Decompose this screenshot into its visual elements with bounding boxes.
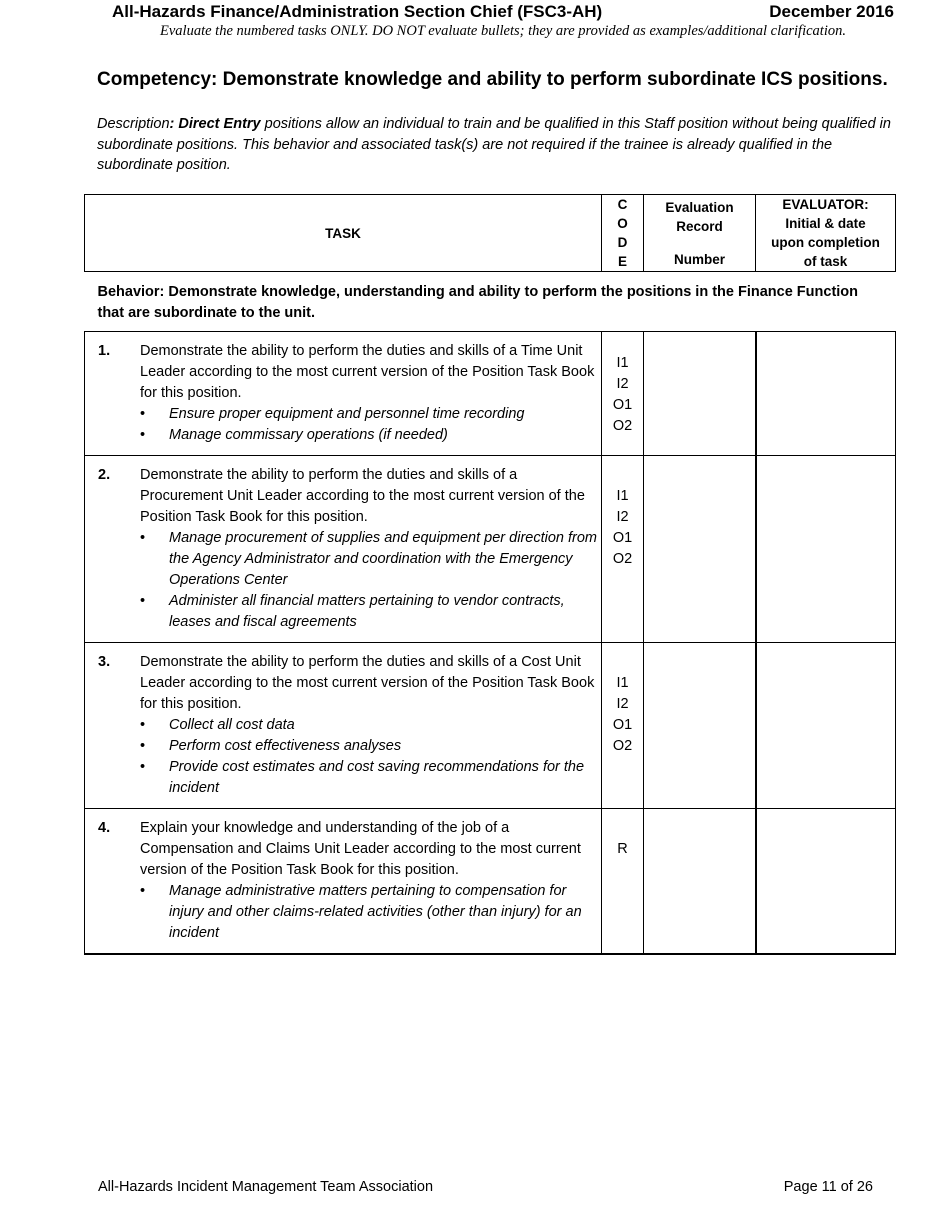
code-cell bbox=[602, 809, 644, 955]
header-code-letter: O bbox=[617, 216, 628, 231]
header-eval-line: Record bbox=[676, 218, 723, 234]
task-number: 3. bbox=[98, 654, 111, 670]
evaluation-record-cell[interactable] bbox=[644, 456, 756, 643]
description-label: Description bbox=[97, 116, 170, 132]
table-row bbox=[85, 643, 896, 809]
code-value: I2 bbox=[616, 509, 629, 525]
header-evaluator-line: EVALUATOR: bbox=[782, 197, 869, 212]
evaluation-record-cell[interactable] bbox=[644, 332, 756, 456]
description-text: positions allow an individual to train and be qualified in this Staff position without being qualified in subordinate positions. This behavior and associated task(s) are not required if the trainee is already qualified in the subordinate position. bbox=[97, 116, 891, 173]
code-cell bbox=[602, 643, 644, 809]
code-value: O2 bbox=[612, 738, 633, 754]
header-eval-line: Evaluation bbox=[665, 199, 734, 215]
header-note: Evaluate the numbered tasks ONLY. DO NOT evaluate bullets; they are provided as examples/additional clarification. bbox=[160, 23, 846, 39]
header-evaluator-line: upon completion bbox=[771, 235, 880, 250]
task-cell bbox=[85, 332, 602, 456]
evaluator-initials-cell[interactable] bbox=[756, 332, 896, 456]
evaluator-initials-cell[interactable] bbox=[756, 643, 896, 809]
header-date: December 2016 bbox=[769, 2, 894, 21]
evaluation-record-cell[interactable] bbox=[644, 809, 756, 955]
header-evaluator-line: of task bbox=[803, 254, 848, 269]
task-text: Demonstrate the ability to perform the duties and skills of a Cost Unit Leader according to the most current version of the Position Task Book for this position. bbox=[140, 654, 595, 712]
header-title: All-Hazards Finance/Administration Section Chief (FSC3-AH) bbox=[112, 2, 603, 21]
task-cell bbox=[85, 643, 602, 809]
code-value: O1 bbox=[612, 397, 633, 413]
competency-heading: Competency: Demonstrate knowledge and ability to perform subordinate ICS positions. bbox=[97, 69, 888, 90]
code-value: I1 bbox=[616, 355, 629, 371]
header-code bbox=[602, 195, 644, 272]
task-bullet: • Provide cost estimates and cost saving recommendations for the incident bbox=[140, 757, 601, 799]
code-value: R bbox=[617, 841, 628, 857]
task-bullet: • Administer all financial matters pertaining to vendor contracts, leases and fiscal agreements bbox=[140, 591, 601, 633]
description-emphasis: Direct Entry bbox=[178, 116, 261, 132]
task-bullet: • Manage commissary operations (if needed) bbox=[140, 425, 601, 446]
footer-organization: All-Hazards Incident Management Team Association bbox=[98, 1179, 434, 1195]
code-value: I2 bbox=[616, 696, 629, 712]
table-row bbox=[85, 332, 896, 456]
task-text: Explain your knowledge and understanding of the job of a Compensation and Claims Unit Leader according to the most current version of the Position Task Book for this position. bbox=[140, 820, 581, 878]
task-bullet: • Perform cost effectiveness analyses bbox=[140, 736, 601, 757]
task-cell bbox=[85, 456, 602, 643]
code-value: O2 bbox=[612, 418, 633, 434]
code-value: O1 bbox=[612, 530, 633, 546]
task-number: 4. bbox=[98, 820, 111, 836]
code-value: I2 bbox=[616, 376, 629, 392]
behavior-statement: Behavior: Demonstrate knowledge, understanding and ability to perform the positions in the Finance Function that are subordinate to the unit. bbox=[85, 272, 896, 332]
task-cell bbox=[85, 809, 602, 955]
task-bullet: • Collect all cost data bbox=[140, 715, 601, 736]
header-task: TASK bbox=[85, 195, 602, 272]
task-bullet: • Manage administrative matters pertaining to compensation for injury and other claims-related activities (other than injury) for an incident bbox=[140, 881, 601, 944]
description bbox=[97, 114, 897, 176]
header-evaluator bbox=[756, 195, 896, 272]
table-row bbox=[85, 809, 896, 955]
task-table bbox=[84, 194, 896, 955]
description-colon: : bbox=[169, 116, 175, 132]
task-bullet: • Ensure proper equipment and personnel time recording bbox=[140, 404, 601, 425]
code-cell bbox=[602, 456, 644, 643]
task-text: Demonstrate the ability to perform the duties and skills of a Procurement Unit Leader according to the most current version of the Position Task Book for this position. bbox=[140, 467, 585, 525]
task-number: 1. bbox=[98, 343, 111, 359]
header-code-letter: E bbox=[617, 254, 627, 269]
header-eval-line: Number bbox=[673, 251, 725, 267]
footer-page-number: Page 11 of 26 bbox=[783, 1179, 873, 1195]
evaluation-record-cell[interactable] bbox=[644, 643, 756, 809]
task-text: Demonstrate the ability to perform the duties and skills of a Time Unit Leader according to the most current version of the Position Task Book for this position. bbox=[140, 343, 595, 401]
header-evaluator-line: Initial & date bbox=[785, 216, 866, 231]
evaluator-initials-cell[interactable] bbox=[756, 456, 896, 643]
code-value: O2 bbox=[612, 551, 633, 567]
task-number: 2. bbox=[98, 467, 111, 483]
header-evaluation-record bbox=[644, 195, 756, 272]
code-cell bbox=[602, 332, 644, 456]
header-code-letter: D bbox=[617, 235, 628, 250]
table-row bbox=[85, 456, 896, 643]
code-value: I1 bbox=[616, 675, 629, 691]
evaluator-initials-cell[interactable] bbox=[756, 809, 896, 955]
header-code-letter: C bbox=[617, 197, 628, 212]
task-bullet: • Manage procurement of supplies and equipment per direction from the Agency Administrator and coordination with the Emergency Operations Center bbox=[140, 528, 601, 591]
code-value: O1 bbox=[612, 717, 633, 733]
code-value: I1 bbox=[616, 488, 629, 504]
